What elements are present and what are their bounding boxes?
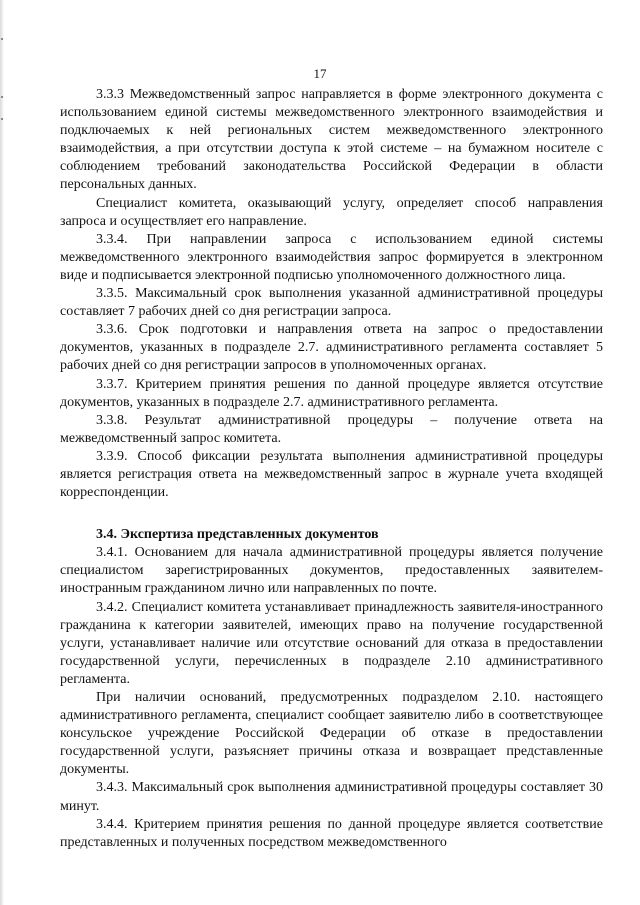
paragraph-3-3-8: 3.3.8. Результат административной процедуры – получение ответа на межведомственный запрос комитета. bbox=[60, 412, 603, 446]
paragraph-3-3-7: 3.3.7. Критерием принятия решения по данной процедуре является отсутствие документов, указанных в подразделе 2.7. административного регламента. bbox=[60, 376, 603, 410]
paragraph-3-3-3: 3.3.3 Межведомственный запрос направляется в форме электронного документа с использованием единой системы межведомственного электронного взаимодействия и подключаемых к ней региональных систем межведомственного электронного взаимодействия, а при отсутствии доступа к этой системе – на бумажном носителе с соблюдением требований законодательства Российской Федерации в области персональных данных. bbox=[60, 87, 603, 193]
paragraph-3-4-3: 3.4.3. Максимальный срок выполнения административной процедуры составляет 30 минут. bbox=[60, 780, 603, 814]
paragraph-3-3-9: 3.3.9. Способ фиксации результата выполнения административной процедуры является регистрация ответа на межведомственный запрос в журнале учета входящей корреспонденции. bbox=[60, 448, 603, 501]
paragraph-3-4-2: 3.4.2. Специалист комитета устанавливает принадлежность заявителя-иностранного гражданина к категории заявителей, имеющих право на получение государственной услуги, устанавливает наличие или отсутствие оснований для отказа в предоставлении государственной услуги, перечисленных в подразделе 2.10 административного регламента. bbox=[60, 599, 603, 687]
paragraph-3-3-6: 3.3.6. Срок подготовки и направления ответа на запрос о предоставлении документов, указанных в подразделе 2.7. административного регламента составляет 5 рабочих дней со дня регистрации запросов в уполномоченных органах. bbox=[60, 322, 603, 374]
paragraph-specialist: Специалист комитета, оказывающий услугу, определяет способ направления запроса и осуществляет его направление. bbox=[60, 195, 603, 229]
section-heading-3-4: 3.4. Экспертиза представленных документов bbox=[96, 527, 379, 543]
scan-edge bbox=[0, 0, 4, 905]
page-number: 17 bbox=[313, 66, 327, 81]
scan-speck bbox=[1, 38, 3, 40]
scan-speck bbox=[1, 96, 3, 98]
paragraph-refusal: При наличии оснований, предусмотренных подразделом 2.10. настоящего административного регламента, специалист сообщает заявителю либо в соответствующее консульское учреждение Российской Федерации об отказе в предоставлении государственной услуги, разъясняет причины отказа и возвращает представленные документы. bbox=[60, 690, 603, 778]
paragraph-3-4-1: 3.4.1. Основанием для начала административной процедуры является получение специалистом зарегистрированных документов, предоставленных заявителем-иностранным гражданином лично или направленных по почте. bbox=[60, 545, 603, 597]
paragraph-3-3-4: 3.3.4. При направлении запроса с использованием единой системы межведомственного электронного взаимодействия запрос формируется в электронном виде и подписывается электронной подписью уполномоченного должностного лица. bbox=[60, 231, 603, 283]
paragraph-3-4-4: 3.4.4. Критерием принятия решения по данной процедуре является соответствие представленных и полученных посредством межведомственного bbox=[60, 816, 603, 850]
scan-speck bbox=[1, 118, 3, 120]
paragraph-3-3-5: 3.3.5. Максимальный срок выполнения указанной административной процедуры составляет 7 рабочих дней со дня регистрации запроса. bbox=[60, 286, 603, 320]
document-body bbox=[60, 86, 603, 852]
